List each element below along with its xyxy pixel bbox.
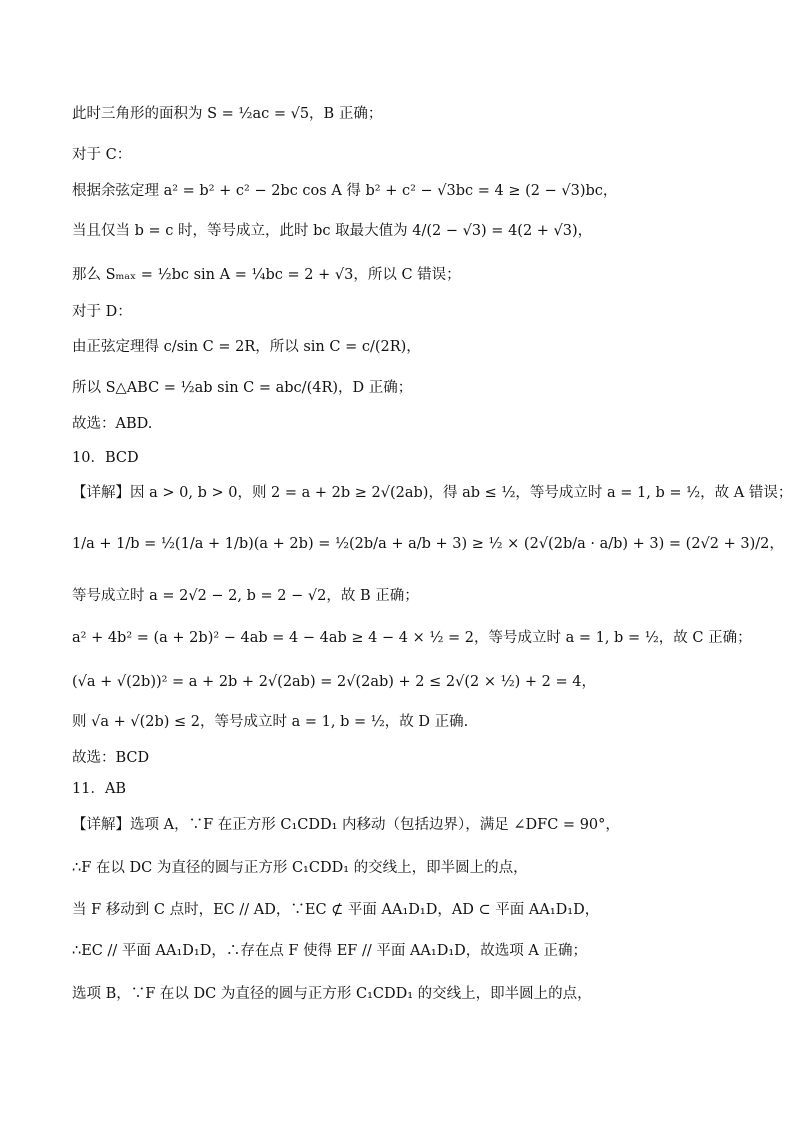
text-line: ∴F 在以 DC 为直径的圆与正方形 C₁CDD₁ 的交线上，即半圆上的点， [72,860,528,876]
text-line: a² + 4b² = (a + 2b)² − 4ab = 4 − 4ab ≥ 4 − 4 × ½ = 2，等号成立时 a = 1, b = ½，故 C 正确； [72,630,752,646]
text-line: 对于 D： [72,304,132,320]
text-line: 故选：ABD. [72,416,153,432]
text-line: 【详解】选项 A，∵F 在正方形 C₁CDD₁ 内移动（包括边界），满足 ∠DFC = 90°， [72,817,620,833]
section-number: 11．AB [72,781,127,797]
text-line: 【详解】因 a > 0, b > 0，则 2 = a + 2b ≥ 2√(2ab)，得 ab ≤ ½，等号成立时 a = 1, b = ½，故 A 错误； [72,485,793,501]
text-line: 等号成立时 a = 2√2 − 2, b = 2 − √2，故 B 正确； [72,588,419,604]
text-line: 那么 Sₘₐₓ = ½bc sin A = ¼bc = 2 + √3，所以 C 错误； [72,267,461,283]
text-line: 由正弦定理得 c/sin C = 2R，所以 sin C = c/(2R)， [72,339,421,355]
text-line: 所以 S△ABC = ½ab sin C = abc/(4R)，D 正确； [72,380,413,396]
text-line: ∴EC // 平面 AA₁D₁D，∴存在点 F 使得 EF // 平面 AA₁D₁D，故选项 A 正确； [72,943,587,959]
text-line: 此时三角形的面积为 S = ½ac = √5，B 正确； [72,106,383,122]
text-line: 当 F 移动到 C 点时，EC // AD，∵EC ⊄ 平面 AA₁D₁D，AD ⊂ 平面 AA₁D₁D， [72,902,600,918]
text-line: 当且仅当 b = c 时，等号成立，此时 bc 取最大值为 4/(2 − √3) = 4(2 + √3)， [72,223,593,239]
text-line: 对于 C： [72,147,132,163]
text-line: 则 √a + √(2b) ≤ 2，等号成立时 a = 1, b = ½，故 D 正确. [72,714,469,730]
text-line: 根据余弦定理 a² = b² + c² − 2bc cos A 得 b² + c² − √3bc = 4 ≥ (2 − √3)bc， [72,183,618,199]
text-line: 选项 B，∵F 在以 DC 为直径的圆与正方形 C₁CDD₁ 的交线上，即半圆上的点， [72,986,592,1002]
text-line: 1/a + 1/b = ½(1/a + 1/b)(a + 2b) = ½(2b/a + a/b + 3) ≥ ½ × (2√(2b/a · a/b) + 3) = (2√2 + 3)/2， [72,536,784,552]
text-line: 故选：BCD [72,750,150,766]
section-number: 10．BCD [72,450,139,466]
text-line: (√a + √(2b))² = a + 2b + 2√(2ab) = 2√(2ab) + 2 ≤ 2√(2 × ½) + 2 = 4， [72,674,596,690]
